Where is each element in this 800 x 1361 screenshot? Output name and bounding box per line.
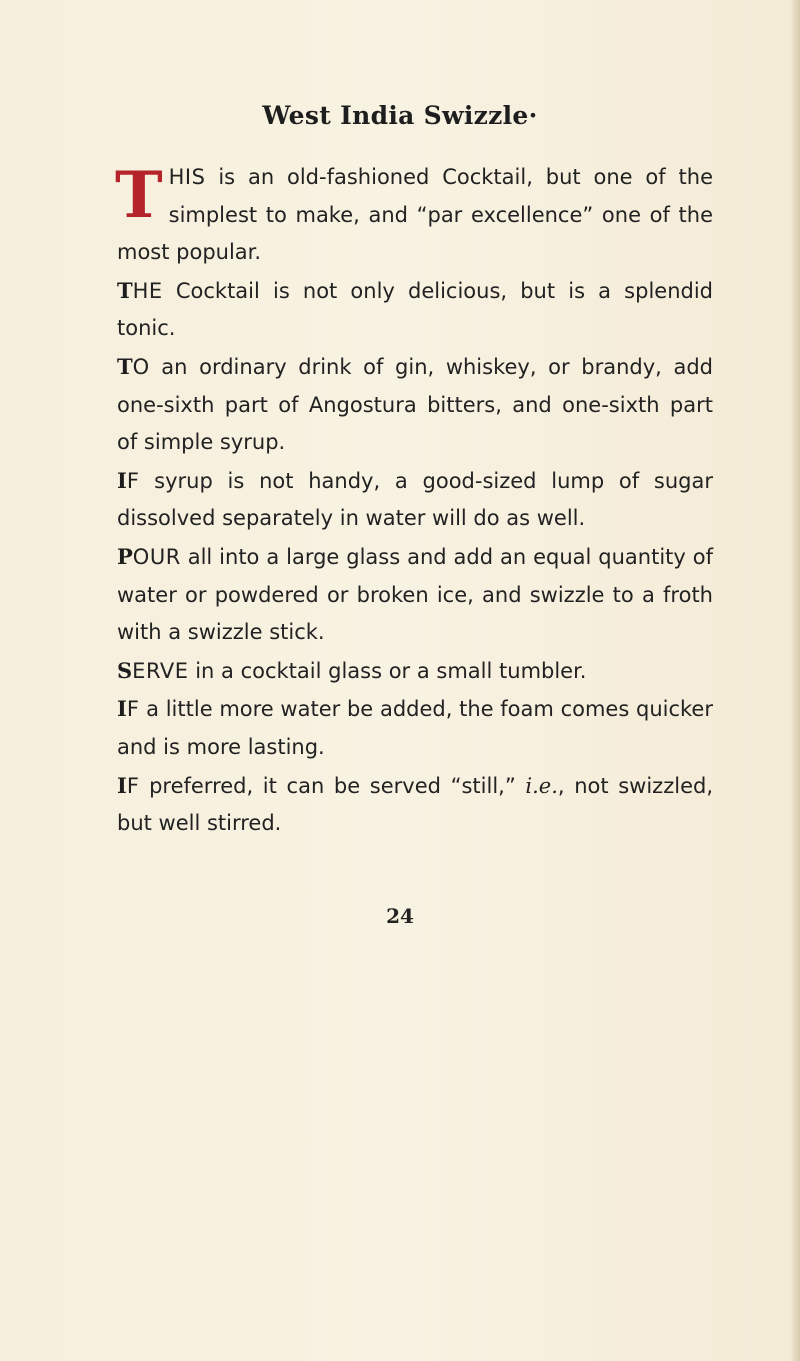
paragraph-4 <box>117 462 713 538</box>
paragraph-4-initial: I <box>117 467 127 493</box>
paragraph-3-initial: T <box>117 353 133 379</box>
paragraph-8-italic: i.e. <box>525 773 558 798</box>
paragraph-6-text: in a cocktail glass or a small tumbler. <box>188 658 587 683</box>
paragraph-7-text: a little more water be added, the foam comes quicker and is more lasting. <box>117 697 713 759</box>
paragraph-5-text: all into a large glass and add an equal quantity of water or powdered or broken ice, and swizzle to a froth with a swizzle stick. <box>117 544 713 645</box>
paragraph-6-initial: S <box>117 657 133 683</box>
paragraph-1 <box>117 159 713 272</box>
page-title: West India Swizzle· <box>262 101 538 130</box>
paragraph-3-caps: O <box>132 354 150 379</box>
paragraph-6-caps: ERVE <box>132 658 189 683</box>
paragraph-3 <box>117 348 713 462</box>
page-edge-shadow <box>790 0 800 1361</box>
paragraph-8 <box>117 767 713 843</box>
paragraph-7 <box>117 690 713 766</box>
paragraph-8-text-after: , not swizzled, but well stirred. <box>117 773 713 836</box>
paragraph-3-text: an ordinary drink of gin, whiskey, or brandy, add one-sixth part of Angostura bitters, and one-sixth part of simple syrup. <box>117 354 713 455</box>
paragraph-1-caps: HIS <box>168 165 206 189</box>
paragraph-8-caps: F <box>126 773 140 798</box>
paragraph-4-text: syrup is not handy, a good-sized lump of sugar dissolved separately in water will do as well. <box>117 468 713 531</box>
paragraph-7-caps: F <box>126 697 140 722</box>
paragraph-4-caps: F <box>126 468 140 493</box>
paragraph-2-caps: HE <box>132 278 163 303</box>
paragraph-7-initial: I <box>117 696 127 722</box>
paragraph-2-initial: T <box>117 277 133 303</box>
recipe-body <box>117 159 713 843</box>
paragraph-6 <box>117 652 713 691</box>
paragraph-5 <box>117 538 713 652</box>
paragraph-5-caps: OUR <box>132 544 181 569</box>
paragraph-5-initial: P <box>117 543 133 569</box>
paragraph-1-text: is an old-fashioned Cocktail, but one of the simplest to make, and “par excellence” one of the most popular. <box>117 165 713 265</box>
paragraph-8-initial: I <box>117 772 127 798</box>
paragraph-8-text-before: preferred, it can be served “still,” <box>139 773 526 798</box>
red-dropcap-initial: T <box>115 158 163 233</box>
paragraph-2-text: Cocktail is not only delicious, but is a splendid tonic. <box>117 278 713 341</box>
page-number: 24 <box>386 904 414 928</box>
paragraph-2 <box>117 272 713 348</box>
